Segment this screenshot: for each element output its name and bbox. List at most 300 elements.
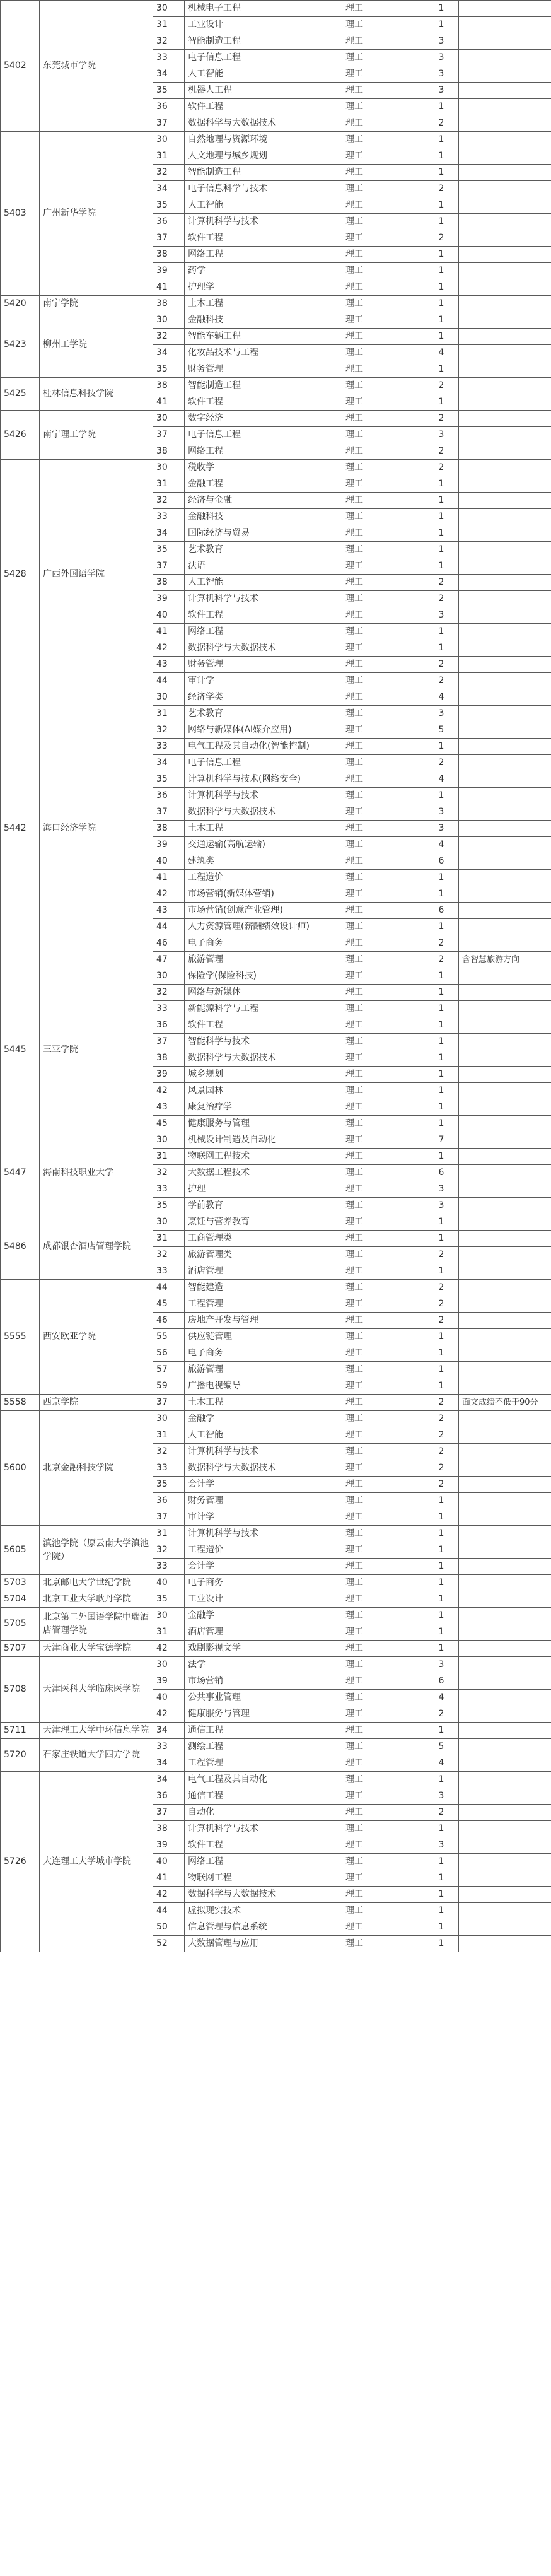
plan-count-cell: 2	[424, 230, 459, 247]
major-name-cell: 建筑类	[185, 853, 342, 870]
plan-count-cell: 1	[424, 1231, 459, 1247]
plan-count-cell: 3	[424, 1198, 459, 1214]
remark-cell	[459, 394, 551, 411]
plan-count-cell: 1	[424, 17, 459, 33]
subject-type-cell: 理工	[342, 66, 424, 83]
subject-type-cell: 理工	[342, 1198, 424, 1214]
remark-cell	[459, 197, 551, 214]
major-name-cell: 网络工程	[185, 1854, 342, 1870]
major-name-cell: 工程造价	[185, 870, 342, 886]
school-code-cell: 5420	[1, 296, 40, 312]
major-number-cell: 36	[153, 1017, 185, 1034]
major-name-cell: 计算机科学与技术(网络安全)	[185, 771, 342, 788]
major-name-cell: 房地产开发与管理	[185, 1313, 342, 1329]
subject-type-cell: 理工	[342, 1313, 424, 1329]
plan-count-cell: 1	[424, 886, 459, 903]
table-body	[1, 1, 551, 1952]
subject-type-cell: 理工	[342, 1493, 424, 1509]
plan-count-cell: 1	[424, 1870, 459, 1887]
major-number-cell: 30	[153, 1608, 185, 1624]
remark-cell	[459, 558, 551, 575]
subject-type-cell: 理工	[342, 214, 424, 230]
plan-count-cell: 1	[424, 1001, 459, 1017]
remark-cell	[459, 50, 551, 66]
table-row	[1, 411, 551, 427]
table-row	[1, 1526, 551, 1542]
major-number-cell: 39	[153, 591, 185, 607]
major-name-cell: 信息管理与信息系统	[185, 1919, 342, 1936]
major-name-cell: 财务管理	[185, 361, 342, 378]
school-code-cell: 5428	[1, 460, 40, 689]
school-name-cell: 广西外国语学院	[40, 460, 153, 689]
remark-cell	[459, 1723, 551, 1739]
school-name-cell: 三亚学院	[40, 968, 153, 1132]
plan-count-cell: 3	[424, 427, 459, 443]
plan-count-cell: 1	[424, 985, 459, 1001]
major-name-cell: 国际经济与贸易	[185, 525, 342, 542]
remark-cell	[459, 1575, 551, 1591]
subject-type-cell: 理工	[342, 1608, 424, 1624]
major-number-cell: 42	[153, 1706, 185, 1723]
subject-type-cell: 理工	[342, 394, 424, 411]
subject-type-cell: 理工	[342, 17, 424, 33]
major-number-cell: 40	[153, 1575, 185, 1591]
remark-cell	[459, 214, 551, 230]
major-name-cell: 电子商务	[185, 1575, 342, 1591]
subject-type-cell: 理工	[342, 1181, 424, 1198]
major-name-cell: 财务管理	[185, 657, 342, 673]
major-number-cell: 42	[153, 640, 185, 657]
major-name-cell: 土木工程	[185, 821, 342, 837]
plan-count-cell: 1	[424, 1263, 459, 1280]
plan-count-cell: 1	[424, 312, 459, 329]
major-name-cell: 智能科学与技术	[185, 1034, 342, 1050]
plan-count-cell: 2	[424, 1427, 459, 1444]
major-name-cell: 计算机科学与技术	[185, 591, 342, 607]
plan-count-cell: 1	[424, 1936, 459, 1952]
table-row	[1, 1772, 551, 1788]
major-name-cell: 机器人工程	[185, 83, 342, 99]
major-number-cell: 39	[153, 1067, 185, 1083]
school-code-cell: 5403	[1, 132, 40, 296]
major-number-cell: 33	[153, 1559, 185, 1575]
plan-count-cell: 1	[424, 558, 459, 575]
table-row	[1, 1657, 551, 1673]
plan-count-cell: 1	[424, 1608, 459, 1624]
major-name-cell: 电子商务	[185, 1345, 342, 1362]
subject-type-cell: 理工	[342, 1263, 424, 1280]
plan-count-cell: 1	[424, 739, 459, 755]
plan-count-cell: 3	[424, 1788, 459, 1805]
plan-count-cell: 2	[424, 935, 459, 952]
table-row	[1, 1395, 551, 1411]
subject-type-cell: 理工	[342, 443, 424, 460]
remark-cell	[459, 771, 551, 788]
remark-cell	[459, 443, 551, 460]
plan-count-cell: 2	[424, 181, 459, 197]
table-row	[1, 1280, 551, 1296]
major-name-cell: 数据科学与大数据技术	[185, 1887, 342, 1903]
subject-type-cell: 理工	[342, 985, 424, 1001]
subject-type-cell: 理工	[342, 1575, 424, 1591]
school-code-cell: 5704	[1, 1591, 40, 1608]
subject-type-cell: 理工	[342, 279, 424, 296]
major-number-cell: 39	[153, 1673, 185, 1690]
major-name-cell: 数据科学与大数据技术	[185, 804, 342, 821]
subject-type-cell: 理工	[342, 345, 424, 361]
remark-cell	[459, 1247, 551, 1263]
school-code-cell: 5705	[1, 1608, 40, 1641]
plan-count-cell: 1	[424, 1509, 459, 1526]
major-number-cell: 30	[153, 1132, 185, 1149]
plan-count-cell: 2	[424, 1313, 459, 1329]
table-row	[1, 968, 551, 985]
remark-cell	[459, 689, 551, 706]
major-number-cell: 41	[153, 1870, 185, 1887]
major-number-cell: 41	[153, 624, 185, 640]
subject-type-cell: 理工	[342, 1083, 424, 1099]
plan-count-cell: 1	[424, 1214, 459, 1231]
major-name-cell: 人工智能	[185, 1427, 342, 1444]
major-name-cell: 税收学	[185, 460, 342, 476]
subject-type-cell: 理工	[342, 1837, 424, 1854]
major-name-cell: 土木工程	[185, 1395, 342, 1411]
remark-cell	[459, 591, 551, 607]
major-number-cell: 35	[153, 1477, 185, 1493]
table-row	[1, 1214, 551, 1231]
major-name-cell: 公共事业管理	[185, 1690, 342, 1706]
major-name-cell: 计算机科学与技术	[185, 1821, 342, 1837]
major-number-cell: 32	[153, 1444, 185, 1460]
school-code-cell: 5726	[1, 1772, 40, 1952]
school-code-cell: 5445	[1, 968, 40, 1132]
major-name-cell: 会计学	[185, 1559, 342, 1575]
subject-type-cell: 理工	[342, 624, 424, 640]
school-name-cell: 西京学院	[40, 1395, 153, 1411]
major-number-cell: 43	[153, 657, 185, 673]
major-number-cell: 35	[153, 361, 185, 378]
major-name-cell: 数字经济	[185, 411, 342, 427]
major-name-cell: 市场营销(创意产业管理)	[185, 903, 342, 919]
subject-type-cell: 理工	[342, 493, 424, 509]
subject-type-cell: 理工	[342, 1296, 424, 1313]
plan-count-cell: 1	[424, 1821, 459, 1837]
plan-count-cell: 1	[424, 1362, 459, 1378]
subject-type-cell: 理工	[342, 739, 424, 755]
remark-cell	[459, 886, 551, 903]
major-number-cell: 32	[153, 33, 185, 50]
major-number-cell: 34	[153, 181, 185, 197]
major-number-cell: 34	[153, 66, 185, 83]
school-code-cell: 5711	[1, 1723, 40, 1739]
remark-cell	[459, 1017, 551, 1034]
plan-count-cell: 1	[424, 148, 459, 165]
subject-type-cell: 理工	[342, 1444, 424, 1460]
remark-cell	[459, 706, 551, 722]
plan-count-cell: 1	[424, 1378, 459, 1395]
plan-count-cell: 5	[424, 1739, 459, 1755]
remark-cell	[459, 1739, 551, 1755]
major-name-cell: 城乡规划	[185, 1067, 342, 1083]
table-row	[1, 132, 551, 148]
major-name-cell: 旅游管理	[185, 952, 342, 968]
major-name-cell: 工商管理类	[185, 1231, 342, 1247]
major-number-cell: 37	[153, 115, 185, 132]
school-code-cell: 5720	[1, 1739, 40, 1772]
remark-cell	[459, 230, 551, 247]
table-row	[1, 1132, 551, 1149]
major-number-cell: 32	[153, 1165, 185, 1181]
remark-cell	[459, 1001, 551, 1017]
subject-type-cell: 理工	[342, 83, 424, 99]
major-name-cell: 软件工程	[185, 394, 342, 411]
subject-type-cell: 理工	[342, 1690, 424, 1706]
remark-cell	[459, 247, 551, 263]
major-name-cell: 康复治疗学	[185, 1099, 342, 1116]
major-number-cell: 39	[153, 837, 185, 853]
major-number-cell: 55	[153, 1329, 185, 1345]
subject-type-cell: 理工	[342, 476, 424, 493]
major-number-cell: 46	[153, 1313, 185, 1329]
plan-count-cell: 1	[424, 1034, 459, 1050]
major-number-cell: 38	[153, 1050, 185, 1067]
major-name-cell: 人工智能	[185, 66, 342, 83]
subject-type-cell: 理工	[342, 1280, 424, 1296]
plan-count-cell: 2	[424, 378, 459, 394]
major-name-cell: 数据科学与大数据技术	[185, 115, 342, 132]
major-number-cell: 33	[153, 1001, 185, 1017]
subject-type-cell: 理工	[342, 1116, 424, 1132]
major-number-cell: 46	[153, 935, 185, 952]
school-code-cell: 5486	[1, 1214, 40, 1280]
major-name-cell: 数据科学与大数据技术	[185, 640, 342, 657]
major-number-cell: 32	[153, 165, 185, 181]
plan-count-cell: 2	[424, 657, 459, 673]
major-number-cell: 37	[153, 1805, 185, 1821]
plan-count-cell: 2	[424, 1411, 459, 1427]
subject-type-cell: 理工	[342, 591, 424, 607]
plan-count-cell: 1	[424, 99, 459, 115]
plan-count-cell: 3	[424, 821, 459, 837]
major-number-cell: 40	[153, 1690, 185, 1706]
plan-count-cell: 2	[424, 1247, 459, 1263]
remark-cell	[459, 575, 551, 591]
major-name-cell: 网络与新媒体(AI媒介应用)	[185, 722, 342, 739]
remark-cell	[459, 329, 551, 345]
plan-count-cell: 1	[424, 165, 459, 181]
school-code-cell: 5600	[1, 1411, 40, 1526]
remark-cell	[459, 1345, 551, 1362]
major-name-cell: 药学	[185, 263, 342, 279]
major-number-cell: 37	[153, 230, 185, 247]
major-number-cell: 38	[153, 443, 185, 460]
remark-cell	[459, 853, 551, 870]
major-number-cell: 34	[153, 755, 185, 771]
subject-type-cell: 理工	[342, 1132, 424, 1149]
table-row	[1, 460, 551, 476]
plan-count-cell: 4	[424, 1690, 459, 1706]
major-number-cell: 44	[153, 1903, 185, 1919]
remark-cell	[459, 33, 551, 50]
table-row	[1, 1739, 551, 1755]
major-number-cell: 35	[153, 771, 185, 788]
major-number-cell: 33	[153, 1181, 185, 1198]
subject-type-cell: 理工	[342, 1591, 424, 1608]
remark-cell	[459, 722, 551, 739]
school-code-cell: 5605	[1, 1526, 40, 1575]
plan-count-cell: 1	[424, 1542, 459, 1559]
plan-count-cell: 1	[424, 1854, 459, 1870]
major-number-cell: 45	[153, 1296, 185, 1313]
subject-type-cell: 理工	[342, 378, 424, 394]
plan-count-cell: 1	[424, 1772, 459, 1788]
school-name-cell: 石家庄铁道大学四方学院	[40, 1739, 153, 1772]
school-name-cell: 桂林信息科技学院	[40, 378, 153, 411]
major-number-cell: 45	[153, 1116, 185, 1132]
major-number-cell: 44	[153, 919, 185, 935]
major-name-cell: 软件工程	[185, 1017, 342, 1034]
plan-count-cell: 3	[424, 804, 459, 821]
remark-cell	[459, 1624, 551, 1641]
major-number-cell: 31	[153, 1526, 185, 1542]
subject-type-cell: 理工	[342, 460, 424, 476]
major-name-cell: 数据科学与大数据技术	[185, 1460, 342, 1477]
school-name-cell: 东莞城市学院	[40, 1, 153, 132]
school-name-cell: 天津理工大学中环信息学院	[40, 1723, 153, 1739]
plan-count-cell: 2	[424, 1395, 459, 1411]
major-number-cell: 31	[153, 1149, 185, 1165]
major-name-cell: 金融科技	[185, 509, 342, 525]
remark-cell	[459, 509, 551, 525]
plan-count-cell: 1	[424, 1919, 459, 1936]
subject-type-cell: 理工	[342, 657, 424, 673]
major-number-cell: 42	[153, 886, 185, 903]
major-number-cell: 38	[153, 575, 185, 591]
major-name-cell: 金融工程	[185, 476, 342, 493]
plan-count-cell: 6	[424, 903, 459, 919]
major-number-cell: 41	[153, 279, 185, 296]
remark-cell	[459, 1772, 551, 1788]
major-number-cell: 33	[153, 509, 185, 525]
school-name-cell: 西安欧亚学院	[40, 1280, 153, 1395]
major-number-cell: 32	[153, 493, 185, 509]
major-number-cell: 33	[153, 1739, 185, 1755]
school-name-cell: 北京工业大学耿丹学院	[40, 1591, 153, 1608]
school-name-cell: 南宁理工学院	[40, 411, 153, 460]
subject-type-cell: 理工	[342, 1542, 424, 1559]
plan-count-cell: 2	[424, 411, 459, 427]
major-name-cell: 通信工程	[185, 1788, 342, 1805]
remark-cell	[459, 1165, 551, 1181]
plan-count-cell: 1	[424, 247, 459, 263]
major-number-cell: 37	[153, 1395, 185, 1411]
plan-count-cell: 1	[424, 1067, 459, 1083]
major-number-cell: 38	[153, 296, 185, 312]
major-number-cell: 30	[153, 460, 185, 476]
major-name-cell: 数据科学与大数据技术	[185, 1050, 342, 1067]
remark-cell	[459, 1657, 551, 1673]
major-number-cell: 35	[153, 197, 185, 214]
major-name-cell: 旅游管理类	[185, 1247, 342, 1263]
major-name-cell: 物联网工程	[185, 1870, 342, 1887]
school-name-cell: 海南科技职业大学	[40, 1132, 153, 1214]
major-name-cell: 化妆品技术与工程	[185, 345, 342, 361]
major-name-cell: 法语	[185, 558, 342, 575]
remark-cell	[459, 361, 551, 378]
subject-type-cell: 理工	[342, 689, 424, 706]
plan-count-cell: 4	[424, 1755, 459, 1772]
major-name-cell: 机械设计制造及自动化	[185, 1132, 342, 1149]
school-code-cell: 5442	[1, 689, 40, 968]
major-number-cell: 33	[153, 1460, 185, 1477]
school-name-cell: 大连理工大学城市学院	[40, 1772, 153, 1952]
remark-cell	[459, 1936, 551, 1952]
subject-type-cell: 理工	[342, 1050, 424, 1067]
plan-count-cell: 3	[424, 607, 459, 624]
subject-type-cell: 理工	[342, 1067, 424, 1083]
plan-count-cell: 5	[424, 722, 459, 739]
plan-count-cell: 2	[424, 1280, 459, 1296]
subject-type-cell: 理工	[342, 771, 424, 788]
remark-cell	[459, 1296, 551, 1313]
subject-type-cell: 理工	[342, 870, 424, 886]
plan-count-cell: 3	[424, 83, 459, 99]
plan-count-cell: 1	[424, 279, 459, 296]
major-number-cell: 36	[153, 214, 185, 230]
major-name-cell: 烹饪与营养教育	[185, 1214, 342, 1231]
major-name-cell: 工程管理	[185, 1755, 342, 1772]
remark-cell	[459, 1706, 551, 1723]
subject-type-cell: 理工	[342, 1149, 424, 1165]
major-name-cell: 电子信息科学与技术	[185, 181, 342, 197]
remark-cell	[459, 1559, 551, 1575]
plan-count-cell: 1	[424, 1083, 459, 1099]
plan-count-cell: 2	[424, 1805, 459, 1821]
plan-count-cell: 2	[424, 460, 459, 476]
subject-type-cell: 理工	[342, 804, 424, 821]
subject-type-cell: 理工	[342, 1821, 424, 1837]
major-number-cell: 30	[153, 1411, 185, 1427]
subject-type-cell: 理工	[342, 722, 424, 739]
major-name-cell: 电子信息工程	[185, 50, 342, 66]
subject-type-cell: 理工	[342, 1165, 424, 1181]
major-name-cell: 财务管理	[185, 1493, 342, 1509]
major-number-cell: 40	[153, 853, 185, 870]
major-name-cell: 通信工程	[185, 1723, 342, 1739]
subject-type-cell: 理工	[342, 1001, 424, 1017]
plan-count-cell: 1	[424, 624, 459, 640]
remark-cell	[459, 821, 551, 837]
remark-cell	[459, 312, 551, 329]
major-name-cell: 市场营销	[185, 1673, 342, 1690]
major-name-cell: 电气工程及其自动化	[185, 1772, 342, 1788]
remark-cell	[459, 1805, 551, 1821]
table-row	[1, 296, 551, 312]
major-name-cell: 电子信息工程	[185, 755, 342, 771]
major-number-cell: 38	[153, 821, 185, 837]
plan-count-cell: 1	[424, 1099, 459, 1116]
major-number-cell: 41	[153, 870, 185, 886]
major-number-cell: 37	[153, 1034, 185, 1050]
major-number-cell: 42	[153, 1641, 185, 1657]
major-name-cell: 市场营销(新媒体营销)	[185, 886, 342, 903]
plan-count-cell: 1	[424, 1050, 459, 1067]
plan-count-cell: 4	[424, 689, 459, 706]
major-name-cell: 智能制造工程	[185, 378, 342, 394]
school-name-cell: 滇池学院（原云南大学滇池学院）	[40, 1526, 153, 1575]
plan-count-cell: 1	[424, 296, 459, 312]
plan-count-cell: 1	[424, 214, 459, 230]
